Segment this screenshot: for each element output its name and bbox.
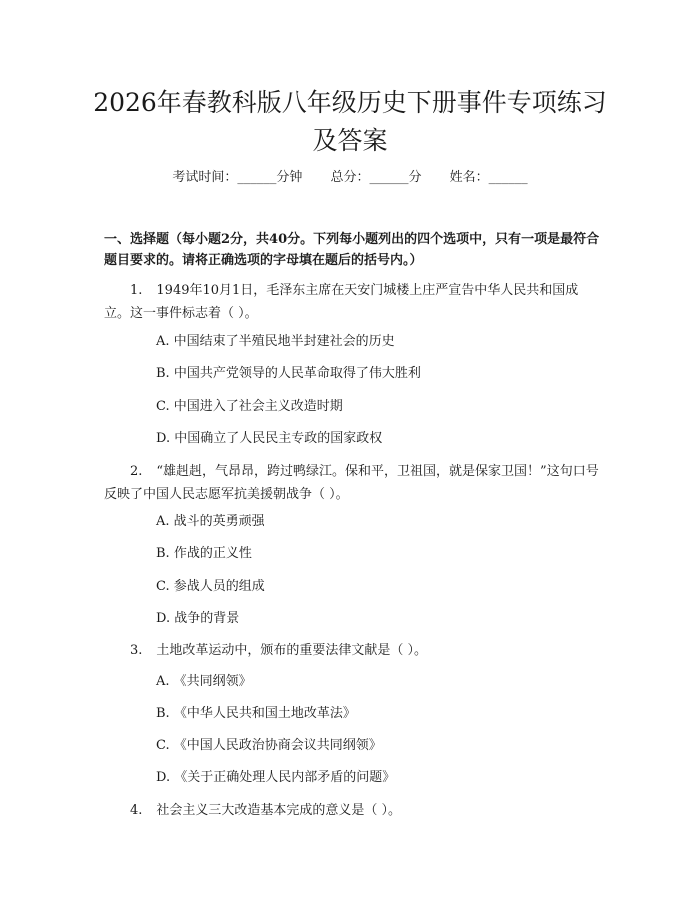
question-4 xyxy=(104,799,604,822)
option-3a: A. 《共同纲领》 xyxy=(156,674,252,689)
exam-meta xyxy=(0,168,700,188)
option-3b: B. 《中华人民共和国土地改革法》 xyxy=(156,706,356,721)
option-1a: A. 中国结束了半殖民地半封建社会的历史 xyxy=(156,334,395,349)
exam-score: 总分：______分 xyxy=(330,170,422,185)
exam-time: 考试时间：______分钟 xyxy=(172,170,303,185)
question-text: 土地改革运动中，颁布的重要法律文献是（ ）。 xyxy=(156,643,428,658)
question-text: 1949年10月1日，毛泽东主席在天安门城楼上庄严宣告中华人民共和国成立。这一事件标志着（ ）。 xyxy=(104,283,579,321)
option-1d: D. 中国确立了人民民主专政的国家政权 xyxy=(156,431,383,446)
question-text: 社会主义三大改造基本完成的意义是（ ）。 xyxy=(156,803,402,818)
option-3c: C. 《中国人民政治协商会议共同纲领》 xyxy=(156,738,382,753)
document-title: 2026年春教科版八年级历史下册事件专项练习及答案 xyxy=(93,88,607,155)
option-3d: D. 《关于正确处理人民内部矛盾的问题》 xyxy=(156,770,396,785)
option-1c: C. 中国进入了社会主义改造时期 xyxy=(156,399,343,414)
question-1 xyxy=(104,279,604,325)
question-3 xyxy=(104,639,604,662)
option-2a: A. 战斗的英勇顽强 xyxy=(156,514,265,529)
option-1b: B. 中国共产党领导的人民革命取得了伟大胜利 xyxy=(156,366,421,381)
option-2b: B. 作战的正义性 xyxy=(156,546,252,561)
section-heading: 一、选择题（每小题2分，共40分。下列每小题列出的四个选项中，只有一项是最符合题目要求的。请将正确选项的字母填在题后的括号内。） xyxy=(104,232,600,268)
question-2 xyxy=(104,460,604,506)
option-2c: C. 参战人员的组成 xyxy=(156,579,265,594)
option-2d: D. 战争的背景 xyxy=(156,611,240,626)
question-number: 1. xyxy=(130,283,143,298)
question-text: “雄赳赳，气昂昂，跨过鸭绿江。保和平，卫祖国，就是保家卫国！”这句口号反映了中国人民志愿军抗美援朝战争（ ）。 xyxy=(104,464,599,502)
question-number: 4. xyxy=(130,803,143,818)
question-number: 2. xyxy=(130,464,143,479)
question-number: 3. xyxy=(130,643,143,658)
exam-name: 姓名：______ xyxy=(449,170,528,185)
